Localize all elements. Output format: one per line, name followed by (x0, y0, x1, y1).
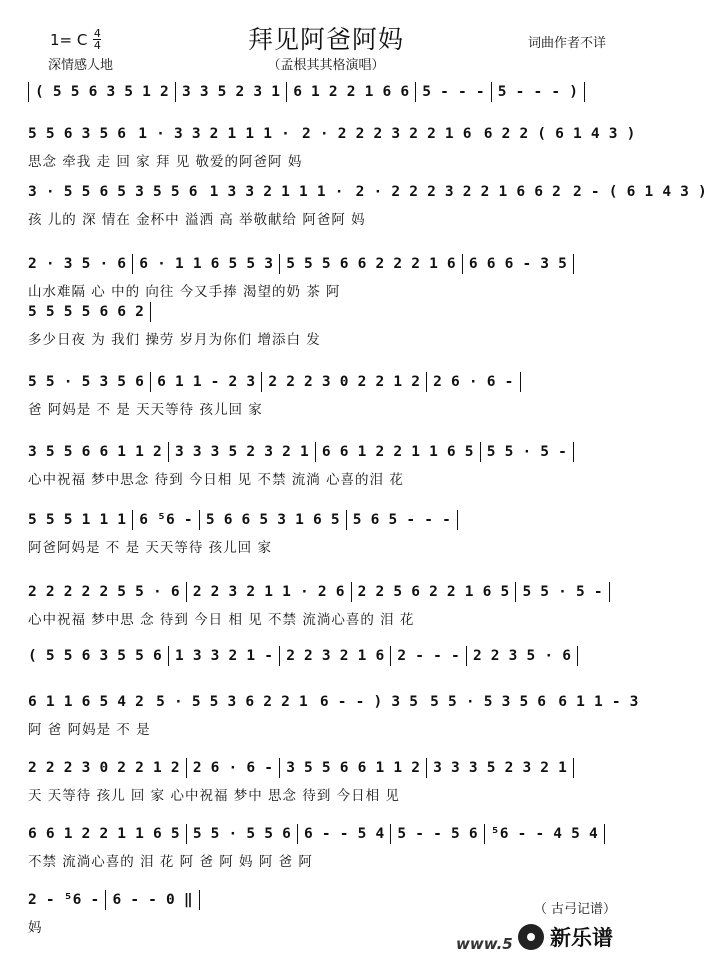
expression-marking: 深情感人地 (48, 58, 114, 73)
measure: 3 5 5 6 6 1 1 2 (28, 444, 162, 460)
notation-row (28, 646, 626, 666)
measure: 5 5 · 5 - (522, 584, 603, 600)
bar-line (480, 442, 481, 462)
measure: 5 5 · 5 3 5 6 (28, 374, 145, 390)
bar-line (426, 372, 427, 392)
bar-line (132, 254, 133, 274)
measure: 5 5 5 5 6 6 2 (28, 304, 145, 320)
bar-line (279, 758, 280, 778)
measure: 3 3 3 5 2 3 2 1 (174, 444, 309, 460)
singer-credit: （孟根其其格演唱） (267, 58, 385, 73)
notation-row (28, 302, 626, 322)
lyric-row: 心中祝福 梦中思念 待到 今日相 见 不禁 流淌 心喜的泪 花 (28, 472, 404, 488)
measure: 3 3 3 5 2 3 2 1 (433, 760, 568, 776)
notation-row (28, 510, 626, 530)
bar-line (573, 442, 574, 462)
measure: 3 5 5 6 6 1 1 2 (286, 760, 421, 776)
measure: 2 - ⁵6 - (28, 892, 100, 908)
bar-line (186, 824, 187, 844)
bar-line (168, 646, 169, 666)
measure: 6 1 2 2 1 6 6 (293, 84, 410, 100)
bar-line (315, 442, 316, 462)
bar-line (186, 758, 187, 778)
notation-row (28, 442, 626, 462)
key-label: 1= C (50, 30, 88, 49)
measure: 2 2 3 2 1 1 · 2 6 (192, 584, 345, 600)
music-disc-icon (518, 924, 544, 950)
measure: 6 1 1 - 2 3 (157, 374, 256, 390)
bar-line (279, 646, 280, 666)
bar-line (466, 646, 467, 666)
bar-line (186, 582, 187, 602)
lyric-row: 阿 爸 阿妈是 不 是 (28, 722, 151, 738)
bar-line (297, 824, 298, 844)
measure: 6 - - ) 3 5 (319, 694, 419, 710)
measure: ⁵6 - - 4 5 4 (490, 826, 598, 842)
measure: 6 6 1 2 2 1 1 6 5 (28, 826, 180, 842)
measure: 6 6 6 - 3 5 (468, 256, 568, 272)
bar-line (584, 82, 585, 102)
measure: 6 1 1 6 5 4 2 (28, 694, 145, 710)
bar-line (390, 824, 391, 844)
measure: 5 5 · 5 5 6 (192, 826, 292, 842)
measure: 2 · 2 2 2 3 2 2 1 6 6 2 (355, 184, 562, 200)
time-signature-top: 4 (93, 27, 101, 40)
measure: 6 2 2 ( 6 1 4 3 ) (483, 126, 636, 142)
measure: ( 5 5 6 3 5 1 2 (35, 84, 169, 100)
site-logo[interactable] (518, 922, 613, 952)
lyric-row: 孩 儿的 深 情在 金杯中 溢洒 高 举敬献给 阿爸阿 妈 (28, 212, 366, 228)
measure: 5 - - - ) (497, 84, 579, 100)
measure: 3 · 5 5 6 5 3 5 5 6 (28, 184, 198, 200)
measure: 2 6 · 6 - (433, 374, 514, 390)
bar-line (132, 510, 133, 530)
measure: 6 1 1 - 3 (558, 694, 639, 710)
bar-line (390, 646, 391, 666)
bar-line (491, 82, 492, 102)
measure: 6 · 1 1 6 5 5 3 (139, 256, 274, 272)
notation-row (28, 182, 707, 202)
measure: 1 3 3 2 1 - (174, 648, 274, 664)
lyric-row: 多少日夜 为 我们 操劳 岁月为你们 增添白 发 (28, 332, 321, 348)
measure: 2 2 3 5 · 6 (472, 648, 572, 664)
measure: 2 2 2 2 2 5 5 · 6 (28, 584, 180, 600)
measure: ( 5 5 6 3 5 5 6 (28, 648, 162, 664)
measure: 3 3 5 2 3 1 (181, 84, 281, 100)
bar-line (261, 372, 262, 392)
measure: 5 · 5 5 3 6 2 2 1 (156, 694, 308, 710)
measure: 1 3 3 2 1 1 1 · (209, 184, 344, 200)
bar-line (28, 82, 29, 102)
notation-row (28, 124, 636, 144)
measure: 2 2 5 6 2 2 1 6 5 (357, 584, 510, 600)
bar-line (199, 510, 200, 530)
time-signature-bottom: 4 (93, 39, 101, 52)
bar-line (415, 82, 416, 102)
bar-line (426, 758, 427, 778)
measure: 2 · 2 2 2 3 2 2 1 6 (302, 126, 472, 142)
bar-line (604, 824, 605, 844)
bar-line (279, 254, 280, 274)
lyric-row: 不禁 流淌心喜的 泪 花 阿 爸 阿 妈 阿 爸 阿 (28, 854, 313, 870)
composer-credit: 词曲作者不详 (527, 36, 606, 51)
bar-line (105, 890, 106, 910)
lyric-row: 思念 牵我 走 回 家 拜 见 敬爱的阿爸阿 妈 (28, 154, 303, 170)
measure: 6 - - 5 4 (304, 826, 385, 842)
measure: 5 - - - (422, 84, 485, 100)
transcriber-credit: （ 古弓记谱） (533, 902, 616, 917)
measure: 2 · 3 5 · 6 (28, 256, 127, 272)
bar-line (168, 442, 169, 462)
measure: 1 · 3 3 2 1 1 1 · (138, 126, 291, 142)
measure: 6 6 1 2 2 1 1 6 5 (321, 444, 474, 460)
bar-line (577, 646, 578, 666)
lyric-row: 阿爸阿妈是 不 是 天天等待 孩儿回 家 (28, 540, 272, 556)
song-title: 拜见阿爸阿妈 (247, 25, 404, 54)
bar-line (462, 254, 463, 274)
bar-line (520, 372, 521, 392)
bar-line (286, 82, 287, 102)
bar-line (573, 758, 574, 778)
measure: 2 - - - (397, 648, 460, 664)
measure: 5 5 5 6 6 2 2 2 1 6 (286, 256, 456, 272)
measure: 6 ⁵6 - (139, 512, 193, 528)
bar-line (150, 372, 151, 392)
bar-line (573, 254, 574, 274)
measure: 2 6 · 6 - (192, 760, 274, 776)
measure: 5 6 6 5 3 1 6 5 (205, 512, 340, 528)
notation-row (28, 692, 639, 712)
notation-row (28, 582, 626, 602)
bar-line (457, 510, 458, 530)
lyric-row: 爸 阿妈是 不 是 天天等待 孩儿回 家 (28, 402, 263, 418)
measure: 6 - - 0 ‖ (112, 892, 193, 908)
bar-line (609, 582, 610, 602)
measure: 2 - ( 6 1 4 3 ) (573, 184, 707, 200)
notation-row (28, 254, 626, 274)
measure: 5 5 · 5 - (486, 444, 568, 460)
bar-line (199, 890, 200, 910)
lyric-row: 山水难隔 心 中的 向往 今又手捧 渴望的奶 茶 阿 (28, 284, 341, 300)
bar-line (351, 582, 352, 602)
measure: 2 2 3 2 1 6 (286, 648, 385, 664)
logo-text: 新乐谱 (550, 926, 613, 950)
measure: 5 6 5 - - - (352, 512, 452, 528)
notation-row (28, 758, 626, 778)
bar-line (515, 582, 516, 602)
measure: 5 5 · 5 3 5 6 (430, 694, 547, 710)
lyric-row: 妈 (28, 920, 43, 936)
measure: 5 - - 5 6 (397, 826, 478, 842)
measure: 5 5 6 3 5 6 (28, 126, 127, 142)
site-url[interactable]: www.5 (456, 935, 513, 953)
notation-row (28, 372, 626, 392)
bar-line (346, 510, 347, 530)
bar-line (150, 302, 151, 322)
measure: 2 2 2 3 0 2 2 1 2 (268, 374, 421, 390)
lyric-row: 天 天等待 孩儿 回 家 心中祝福 梦中 思念 待到 今日相 见 (28, 788, 400, 804)
lyric-row: 心中祝福 梦中思 念 待到 今日 相 见 不禁 流淌心喜的 泪 花 (28, 612, 415, 628)
notation-row (28, 82, 626, 102)
measure: 2 2 2 3 0 2 2 1 2 (28, 760, 180, 776)
notation-row (28, 824, 626, 844)
bar-line (484, 824, 485, 844)
bar-line (175, 82, 176, 102)
measure: 5 5 5 1 1 1 (28, 512, 127, 528)
